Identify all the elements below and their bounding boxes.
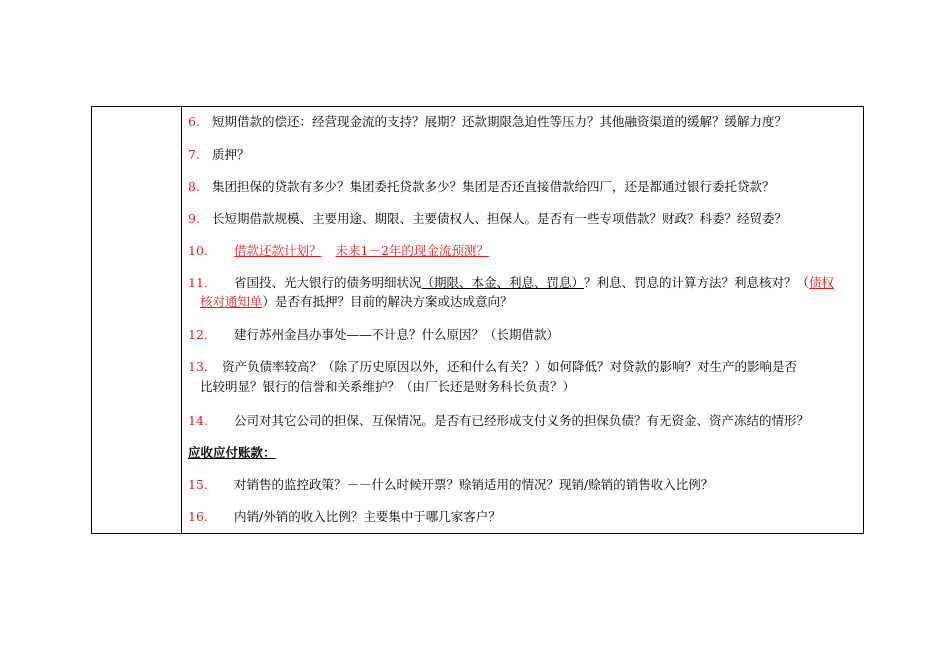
- column-divider: [181, 107, 182, 533]
- list-item-7: [188, 147, 859, 162]
- item-number: 8.: [188, 179, 200, 194]
- item-number: 14.: [188, 413, 208, 428]
- list-item-8: [188, 179, 859, 194]
- item-text-part2: （期限、本金、利息、罚息）: [421, 275, 585, 290]
- item-number: 6.: [188, 114, 200, 129]
- item-number: 12.: [188, 327, 208, 342]
- list-item-14: [188, 413, 859, 428]
- list-item-9: [188, 211, 859, 226]
- item-text: 建行苏州金昌办事处——不计息？什么原因？（长期借款）: [234, 327, 560, 342]
- item-text-line2: 比较明显？银行的信誉和关系维护？（由厂长还是财务科长负责？）: [200, 379, 576, 394]
- item-number: 7.: [188, 147, 200, 162]
- item-number: 16.: [188, 509, 208, 524]
- item-text-part5: 核对通知单: [200, 294, 263, 309]
- item-text-part3: ？利息、罚息的计算方法？利息核对？（: [584, 275, 810, 290]
- section-heading: 应收应付账款：: [188, 445, 276, 460]
- list-item-6: [188, 114, 859, 129]
- list-item-13: [188, 359, 859, 394]
- item-text-line1: 资产负债率较高？（除了历史原因以外，还和什么有关？）如何降低？对贷款的影响？对生产的影响是否: [222, 359, 798, 374]
- item-number: 13.: [188, 359, 208, 374]
- item-text: 短期借款的偿还：经营现金流的支持？展期？还款期限急迫性等压力？其他融资渠道的缓解？缓解力度？: [212, 114, 788, 129]
- list-item-12: [188, 327, 859, 342]
- item-number: 15.: [188, 477, 208, 492]
- list-item-11: [188, 275, 859, 309]
- repayment-plan-text: 借款还款计划？: [234, 243, 322, 258]
- item-text: 内销/外销的收入比例？主要集中于哪几家客户？: [234, 509, 501, 524]
- cashflow-forecast-text: 未来1－2年的现金流预测？: [335, 243, 489, 258]
- item-text: 集团担保的贷款有多少？集团委托贷款多少？集团是否还直接借款给四厂，还是都通过银行委托贷款？: [212, 179, 775, 194]
- item-text: 长短期借款规模、主要用途、期限、主要债权人、担保人。是否有一些专项借款？财政？科委？经贸委？: [212, 211, 788, 226]
- item-text-part6: ）是否有抵押？目前的解决方案或达成意向？: [262, 294, 513, 309]
- item-text: 质押？: [212, 147, 250, 162]
- item-number: 9.: [188, 211, 200, 226]
- item-number: 10.: [188, 243, 208, 258]
- list-item-10: [188, 243, 859, 258]
- item-number: 11.: [188, 275, 208, 290]
- item-text: 公司对其它公司的担保、互保情况。是否有已经形成支付义务的担保负债？有无资金、资产冻结的情形？: [234, 413, 810, 428]
- document-table: [91, 106, 864, 534]
- item-text-part1: 省国投、光大银行的债务明细状况: [234, 275, 422, 290]
- list-item-15: [188, 477, 859, 492]
- list-item-16: [188, 509, 859, 524]
- item-text: 对销售的监控政策？－－什么时候开票？赊销适用的情况？现销/赊销的销售收入比例？: [234, 477, 714, 492]
- item-text-part4: 债权: [809, 275, 835, 290]
